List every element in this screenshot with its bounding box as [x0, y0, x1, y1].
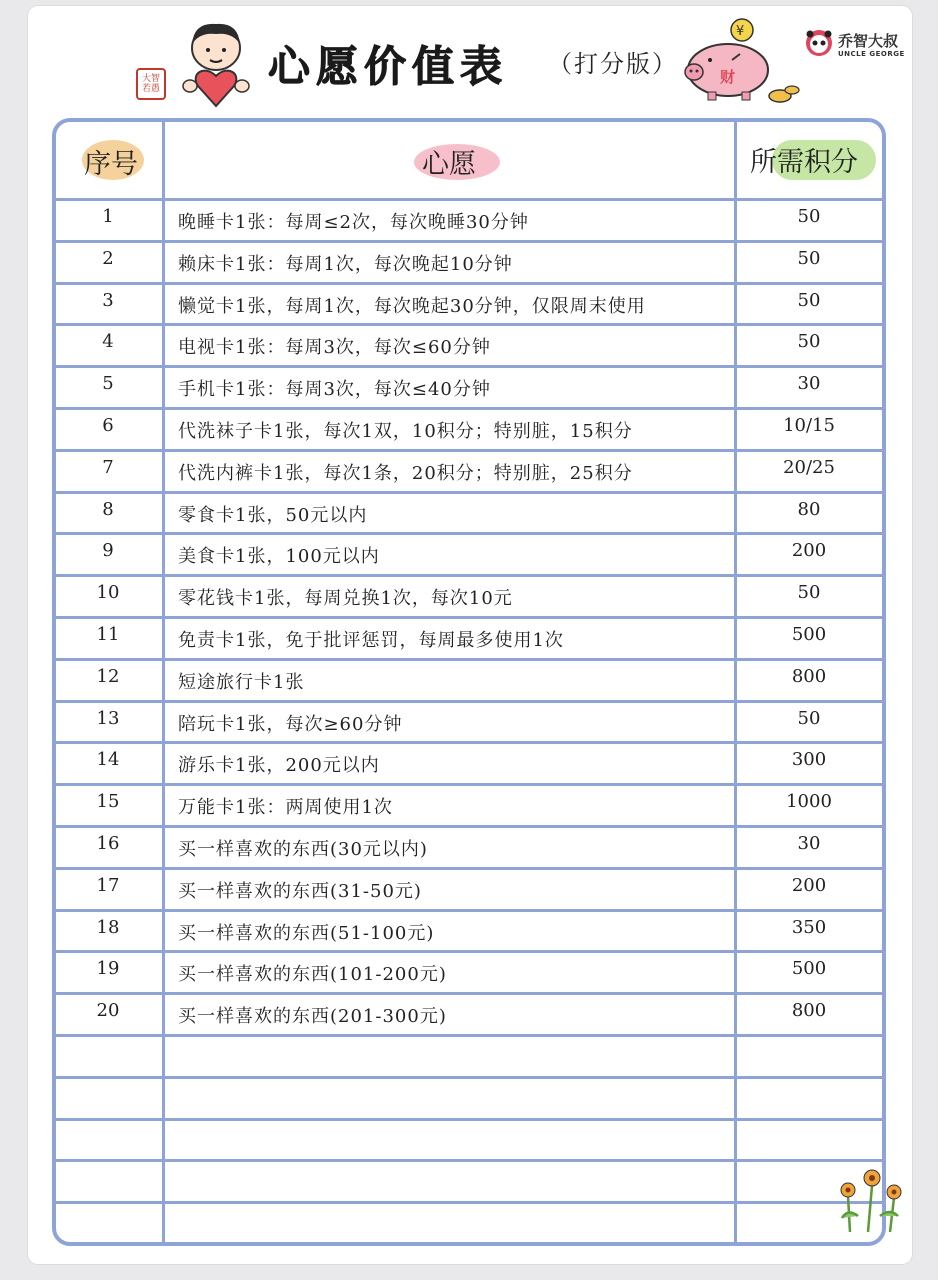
required-points: 30 — [797, 373, 821, 394]
required-points: 30 — [797, 833, 821, 854]
row-number: 4 — [102, 331, 114, 352]
page-subtitle: （打分版） — [548, 50, 678, 78]
row-divider — [52, 240, 886, 243]
row-number: 20 — [96, 1000, 120, 1021]
row-divider — [52, 741, 886, 744]
wish-text: 懒觉卡1张，每周1次，每次晚起30分钟，仅限周末使用 — [178, 296, 646, 317]
row-number: 9 — [102, 540, 114, 561]
required-points: 500 — [791, 958, 827, 979]
required-points: 800 — [791, 1000, 827, 1021]
required-points: 20/25 — [783, 457, 835, 478]
svg-text:¥: ¥ — [736, 24, 745, 39]
wish-text: 游乐卡1张，200元以内 — [178, 755, 380, 776]
column-divider — [162, 122, 165, 1242]
required-points: 300 — [791, 749, 827, 770]
wish-text: 陪玩卡1张，每次≥60分钟 — [178, 714, 403, 735]
row-divider — [52, 491, 886, 494]
required-points: 10/15 — [783, 415, 835, 436]
required-points: 80 — [797, 499, 821, 520]
row-divider — [52, 950, 886, 953]
row-number: 1 — [102, 206, 114, 227]
row-divider — [52, 700, 886, 703]
wish-text: 代洗内裤卡1张，每次1条，20积分；特别脏，25积分 — [178, 463, 633, 484]
row-divider — [52, 783, 886, 786]
wish-text: 万能卡1张：两周使用1次 — [178, 797, 393, 818]
svg-text:财: 财 — [720, 68, 736, 86]
required-points: 350 — [791, 917, 827, 938]
row-number: 19 — [96, 958, 120, 979]
wish-text: 零食卡1张，50元以内 — [178, 505, 368, 526]
row-divider — [52, 909, 886, 912]
required-points: 200 — [791, 540, 827, 561]
wish-text: 晚睡卡1张：每周≤2次，每次晚睡30分钟 — [178, 212, 529, 233]
required-points: 200 — [791, 875, 827, 896]
row-number: 3 — [102, 290, 114, 311]
brand-name-en: UNCLE GEORGE — [838, 50, 905, 58]
row-number: 7 — [102, 457, 114, 478]
required-points: 50 — [797, 708, 821, 729]
required-points: 800 — [791, 666, 827, 687]
row-divider — [52, 365, 886, 368]
required-points: 50 — [797, 248, 821, 269]
row-number: 2 — [102, 248, 114, 269]
required-points: 50 — [797, 290, 821, 311]
row-divider — [52, 658, 886, 661]
row-number: 11 — [96, 624, 120, 645]
wish-text: 买一样喜欢的东西(101-200元) — [178, 964, 447, 985]
row-number: 18 — [96, 917, 120, 938]
row-divider — [52, 1159, 886, 1162]
required-points: 50 — [797, 331, 821, 352]
required-points: 1000 — [786, 791, 832, 812]
seal-stamp: 大智 若愚 — [136, 68, 166, 100]
row-number: 5 — [102, 373, 114, 394]
row-number: 12 — [96, 666, 120, 687]
wish-text: 买一样喜欢的东西(201-300元) — [178, 1006, 447, 1027]
wish-text: 赖床卡1张：每周1次，每次晚起10分钟 — [178, 254, 513, 275]
row-number: 14 — [96, 749, 120, 770]
required-points: 500 — [791, 624, 827, 645]
row-divider — [52, 449, 886, 452]
header-label: 序号 — [84, 149, 138, 180]
row-number: 15 — [96, 791, 120, 812]
boy-with-heart-icon — [176, 16, 256, 112]
row-number: 10 — [96, 582, 120, 603]
wish-text: 手机卡1张：每周3次，每次≤40分钟 — [178, 379, 491, 400]
wish-text: 免责卡1张，免于批评惩罚，每周最多使用1次 — [178, 630, 564, 651]
wish-text: 代洗袜子卡1张，每次1双，10积分；特别脏，15积分 — [178, 421, 633, 442]
row-divider — [52, 532, 886, 535]
wish-value-sheet — [28, 6, 912, 1264]
header-label: 所需积分 — [750, 147, 858, 178]
brand-name-cn: 乔智大叔 — [838, 32, 899, 50]
wish-text: 买一样喜欢的东西(51-100元) — [178, 923, 435, 944]
wish-text: 买一样喜欢的东西(30元以内) — [178, 839, 428, 860]
row-divider — [52, 323, 886, 326]
row-number: 6 — [102, 415, 114, 436]
row-divider — [52, 574, 886, 577]
wish-text: 美食卡1张，100元以内 — [178, 546, 380, 567]
row-divider — [52, 992, 886, 995]
row-divider — [52, 198, 886, 201]
panda-logo-icon — [804, 28, 834, 58]
row-number: 13 — [96, 708, 120, 729]
row-divider — [52, 407, 886, 410]
row-divider — [52, 867, 886, 870]
header-label: 心愿 — [422, 149, 476, 180]
row-divider — [52, 1118, 886, 1121]
row-number: 8 — [102, 499, 114, 520]
row-divider — [52, 1034, 886, 1037]
wish-text: 零花钱卡1张，每周兑换1次，每次10元 — [178, 588, 513, 609]
required-points: 50 — [797, 582, 821, 603]
piggy-bank-icon — [680, 16, 800, 106]
row-number: 17 — [96, 875, 120, 896]
page-title: 心愿价值表 — [268, 42, 509, 91]
header — [28, 6, 912, 118]
row-divider — [52, 282, 886, 285]
wish-text: 短途旅行卡1张 — [178, 672, 305, 693]
row-divider — [52, 616, 886, 619]
row-divider — [52, 825, 886, 828]
wish-text: 买一样喜欢的东西(31-50元) — [178, 881, 422, 902]
wish-text: 电视卡1张：每周3次，每次≤60分钟 — [178, 337, 491, 358]
required-points: 50 — [797, 206, 821, 227]
row-divider — [52, 1076, 886, 1079]
flowers-icon — [828, 1156, 912, 1236]
row-number: 16 — [96, 833, 120, 854]
brand-logo — [804, 28, 914, 68]
row-divider — [52, 1201, 886, 1204]
